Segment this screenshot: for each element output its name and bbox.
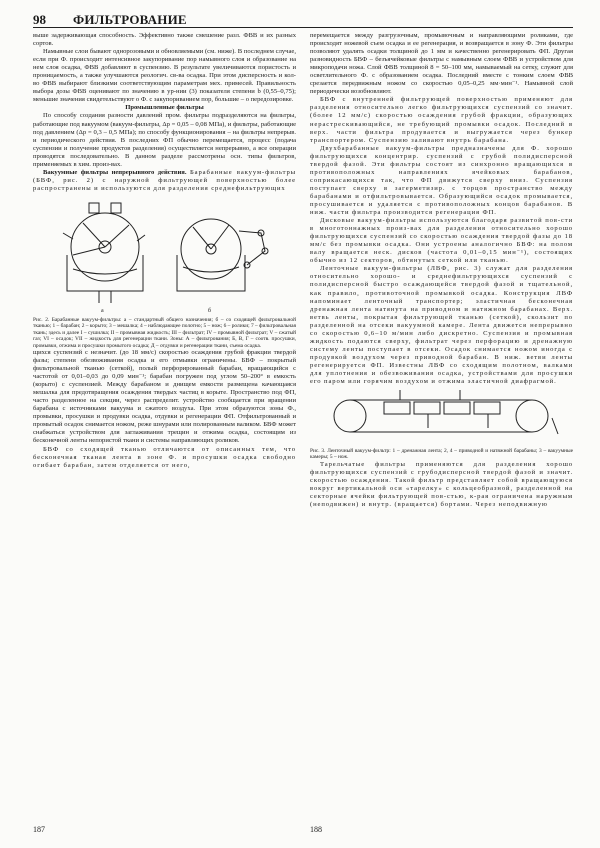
paragraph: По способу создания разности давлений пром. фильтры подразделяются на фильтры, работающие под вакуумом (вакуум-фильтры, Δp = 0,05 – 0,08 МПа), и фильтры, работающие под давлением (Δp = 0,3 – 0,5 МПа); по способу функционирования – на фильтры непрерыв. и периодического действия. В последних ФП обычно перемещается, процесс (подача суспензии и получение продуктов разделения) осуществляется непрерывно, а все операции проводятся последовательно. В данном разделе рассмотрены осн. типы фильтров, применяемых в хим. произ-вах.	[33, 112, 296, 168]
trough-b	[177, 255, 245, 291]
knife	[552, 418, 558, 434]
figure-label-b: б	[208, 307, 212, 314]
trough-a	[67, 255, 143, 291]
paragraph: Намывные слои бывают однорозовыми и обновляемыми (см. ниже). В последнем случае, если при Ф. происходит интенсивное закупоривание пор намывного слоя и образование на нем слоя осадка, ФВВ добавляют в суспензию. В результате увеличиваются пористость и проницаемость, а также улучшаются реологич. св-ва осадка. При этом дисперсность и кол-во ФВВ выбирают близкими соответствующим параметрам мех. примесей. Правильность выбора дозы ФВВ оценивают по значению в ур-нии (3) показателя степени b (0,55–0,75); меньшие значения свидетельствуют о Ф. с закупориванием пор, большие – о передозировке.	[33, 48, 296, 104]
running-title: ФИЛЬТРОВАНИЕ	[73, 12, 187, 27]
paragraph: Двухбарабанные вакуум-фильтры предназначены для Ф. хорошо фильтрующихся концентрир. суспензий с грубой полидисперсной твердой фазой. Эти фильтры состоят из синхронно вращающихся в противоположных направлениях ячейковых барабанов, соприкасающихся так, что ФП движутся сверху вниз. Суспензия поступает сверху в загерметизир. с торцов пространство между барабанами и отфильтровывается. Образующийся осадок промывается, просушивается и удаляется с противоположных концов барабанов. В ниж. части фильтра производится регенерация ФП.	[310, 144, 573, 217]
header-rule	[33, 27, 573, 28]
paragraph: БВФ со сходящей тканью отличаются от описанных тем, что бесконечная тканая лента в зоне Ф. и просушки осадка свободно огибает барабан, затем отделяется от него,	[33, 445, 296, 469]
paragraph: БВФ с внутренней фильтрующей поверхностью применяют для разделения относительно легко фильтрующихся суспензий со значит. (более 12 мм/с) скоростью осаждения грубой фракции, образующих нерастрескивающийся, не требующий промывки осадок. Последний в верх. части фильтра продувается и выгружается через бункер транспортером. Суспензию заливают внутрь барабана.	[310, 96, 573, 144]
figure-3-belt-filter	[310, 388, 573, 446]
figure-caption: Рис. 2. Барабанные вакуум-фильтры: а – стандартный общего назначения; б – со сходящей фильтровальной тканью; 1 – барабан; 2 – корыто; 3 – мешалка; 4 – наблюдающее полотно; 5 – нож; 6 – ролики; 7 – фильтровальная ткань; здесь и далее I – сушилка; II – промывная жидкость; III – фильтрат; IV – промывной фильтрат; V – сжатый газ; VI – осадок; VII – жидкость для регенерации ткани. Зоны: А – фильтрования; Б, В, Г – соотв. просушки, промывки, отжима и просушки промытого осадка; Д – отдувки и регенерации ткани, съема осадка.	[33, 316, 296, 349]
paragraph: перемещается между разгрузочным, промывочным и направляющими роликами, где происходят ножевой съем осадка и ее регенерация, и возвращается в зону Ф. Эти фильтры позволяют удалять осадки толщиной до 1 мм и качественно регенерировать ФП. Другая разновидность БВФ – безъячейковые фильтры с намывным слоем ФВВ и устройством для микроподачи ножа. Слой ФВВ толщиной 8 = 50–100 мм, намываемый на сетку, служит для осветлительного Ф. с образованием осадка. Последний вместе с тонким слоем ФВВ срезается передвижным ножом со скоростью 0,05–0,25 мм·мин⁻¹. Намывной слой периодически возобновляют.	[310, 32, 573, 96]
left-column	[33, 32, 296, 470]
vacuum-chamber	[474, 402, 500, 414]
footer-page-right: 188	[310, 825, 322, 834]
figure-2-drum-filters	[33, 195, 296, 315]
paragraph: выше задерживающая способность. Эффективно также смешение разл. ФВВ и их разных сортов.	[33, 32, 296, 48]
figure-label-a: а	[101, 307, 104, 314]
paragraph: Барабанные вакуум-фильтры (БВФ, рис. 2) с наружной фильтрующей поверхностью более распространены и используются для разделения среднефильтрующих	[33, 168, 296, 192]
paragraph: Дисковые вакуум-фильтры используются благодаря развитой пов-сти в многотоннажных произ-вах для разделения относительно хорошо фильтрующихся суспензий со скоростью осаждения твердой фазы до 18 мм/с без промывки осадка. Они устроены аналогично БВФ: на полом валу вращается неск. дисков (частота 0,01–0,15 мин⁻¹), состоящих обычно из 12 секторов, обтянутых сеткой или тканью.	[310, 217, 573, 265]
vacuum-chamber	[414, 402, 440, 414]
page-header	[33, 8, 573, 32]
subsection-heading: Вакуумные фильтры непрерывного действия.	[43, 168, 187, 176]
page-number: 98	[33, 12, 46, 27]
right-column	[310, 32, 573, 509]
paragraph: Тарельчатые фильтры применяются для разделения хорошо фильтрующихся суспензий с грубодисперсной твердой фазой и значит. скоростью осаждения. Такой фильтр представляет собой вращающуюся вокруг вертикальной оси «тарелку» с кольцеобразной, разделенной на секторные ячейки фильтрующей пов-стью, к-рая ограничена наружным (неподвижен) и внутр. (вращается) бортами. Через неподвижную	[310, 460, 573, 509]
vacuum-chamber	[444, 402, 470, 414]
paragraph: щихся суспензий с незначит. (до 18 мм/с) скоростью осаждения грубой фракции твердой фазы; степени обезвоживания осадка и его отмывки ограничены. БВФ – покрытый фильтровальной тканью (сеткой), полый перфорированный барабан, вращающийся с частотой от 0,01–0,03 до 0,09 мин⁻¹; барабан погружен под углом 50–200° в емкость (корыто) с суспензией. Между барабаном и днищем емкости размещена качающаяся мешалка для предотвращения осаждения твердых частиц в корыте. Пространство под ФП, часто разделенное на секции, через распределит. устройство сообщается при вращении барабана с источниками вакуума и сжатого воздуха. При этом образуются зоны Ф., промывки, просушки и продувки осадка, отдувки и регенерации ФП. Отфильтрованный и промытый осадок снимается ножом, реже шнурами или полированным валиком. БВФ может снабжаться устройством для заглаживания трещин и отжима осадка, состоящим из бесконечной ленты непористой ткани и системы направляющих роликов.	[33, 348, 296, 445]
section-heading: Промышленные фильтры	[125, 104, 204, 112]
vacuum-chamber	[384, 402, 410, 414]
footer-page-left: 187	[33, 825, 45, 834]
paragraph: Ленточные вакуум-фильтры (ЛВФ, рис. 3) служат для разделения относительно хорошо- и среднефильтрующихся суспензий с полидисперсной быстро осаждающейся твердой фазой и тщательной, как правило, противоточной промывкой осадка. Конструкция ЛВФ напоминает ленточный транспортер; эластичная бесконечная дренажная лента натянута на приводном и натяжном барабанах. Верх. ветвь ленты, покрытая фильтрующей тканью (сеткой), скользит по разделенной на отсеки вакуумной камере. Лента движется непрерывно со скоростью 0,6–10 м/мин либо дискретно. Суспензия и промывная жидкость подаются сверху, фильтрат через перфорацию и дренажную систему ленты поступает в отсеки. Осадок снимается ножом иногда с продувкой воздухом через приводной барабан. В ниж. ветви ленты регенерируется ФП. Известны ЛВФ со сходящим полотном, валками для уплотнения и обезвоживания осадка, устройствами для просушки его паром или горячим воздухом и отжима эластичной диафрагмой.	[310, 265, 573, 386]
figure-caption: Рис. 3. Ленточный вакуум-фильтр: 1 – дренажная лента; 2, 4 – приводной и натяжной барабаны; 3 – вакуумные камеры; 5 – нож.	[310, 448, 573, 461]
tension-drum	[516, 400, 548, 432]
drive-drum	[334, 400, 366, 432]
